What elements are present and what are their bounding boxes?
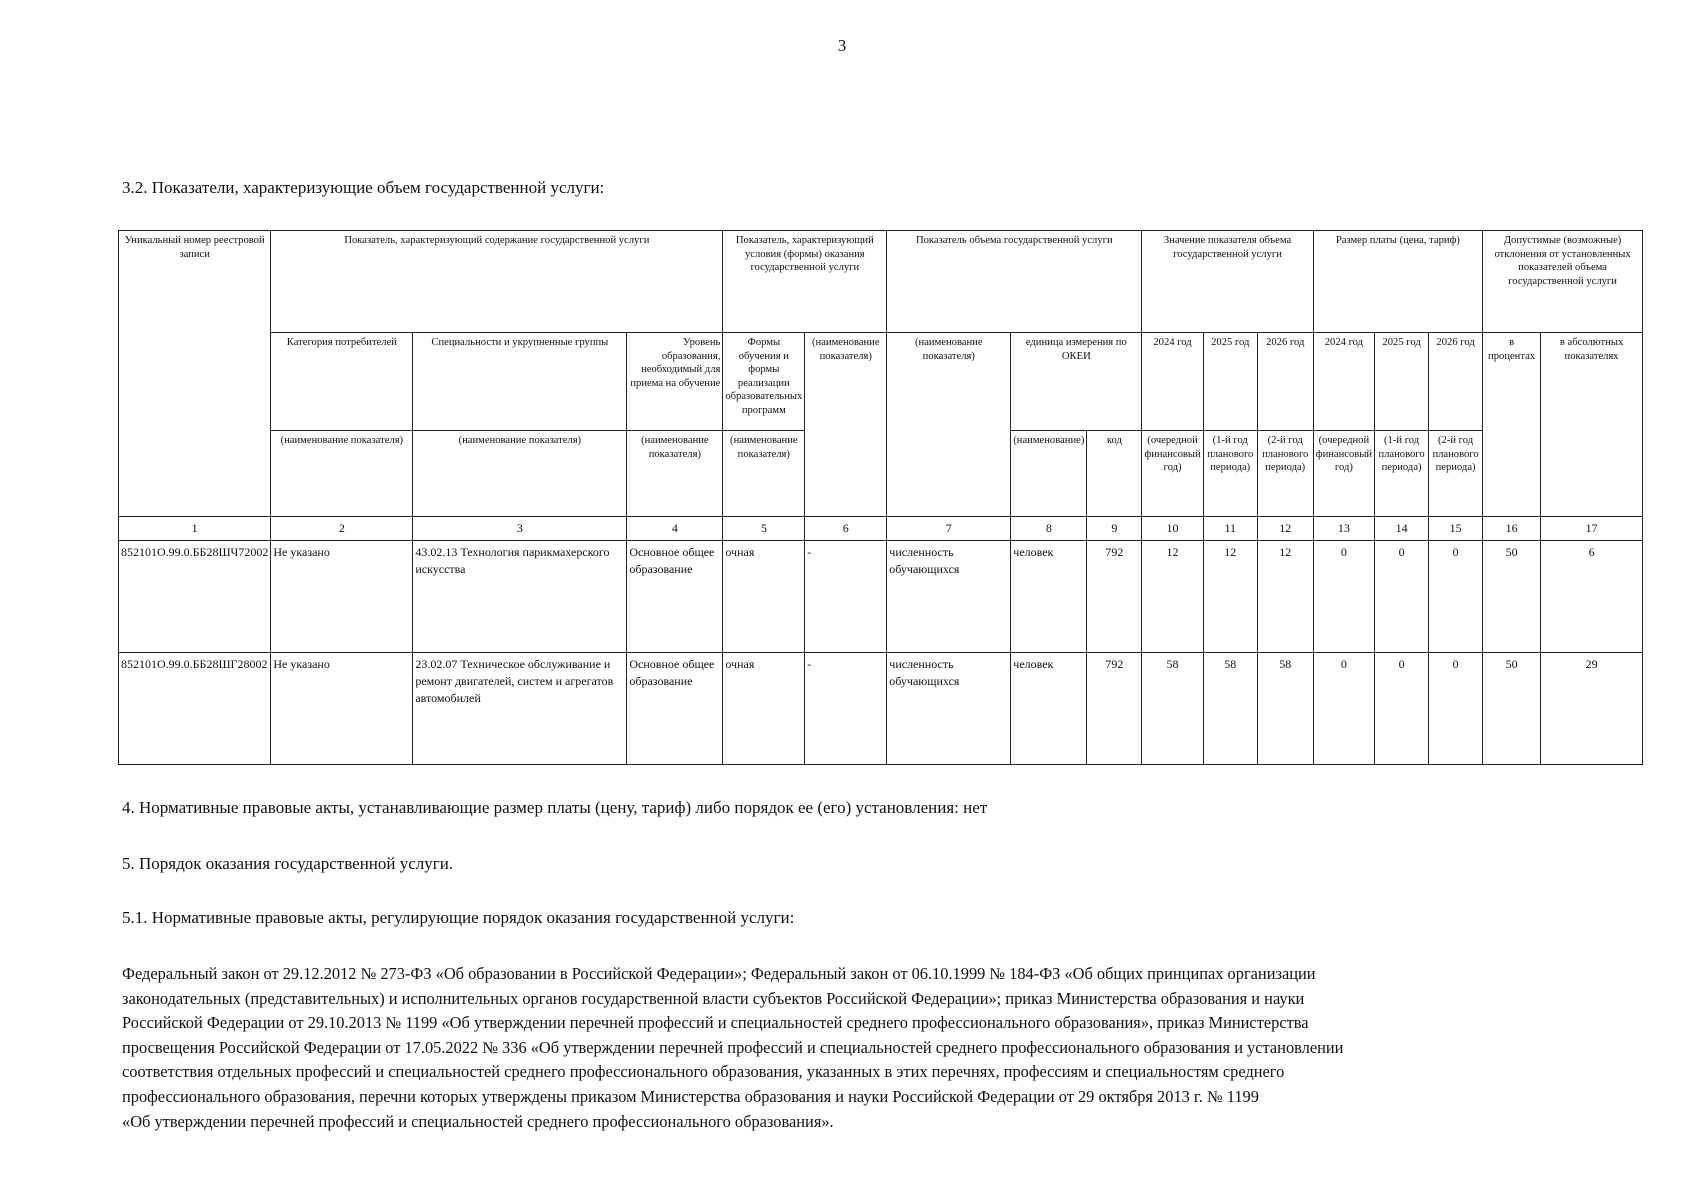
- header-name-3: (наименование показателя): [413, 431, 627, 517]
- body-line: «Об утверждении перечней профессий и специальностей среднего профессионального образования».: [122, 1111, 834, 1131]
- section-4-text: 4. Нормативные правовые акты, устанавливающие размер платы (цену, тариф) либо порядок ее (его) установления: нет: [122, 798, 988, 817]
- header-name-5: (наименование показателя): [723, 431, 805, 517]
- header-education-level: Уровень образования, необходимый для приема на обучение: [627, 333, 723, 431]
- cell-study-form: очная: [723, 653, 805, 765]
- cell-deviation-percent: 50: [1483, 653, 1541, 765]
- header-year-2025-b: 2025 год: [1375, 333, 1429, 431]
- cell-deviation-percent: 50: [1483, 541, 1541, 653]
- cell-specialty: 43.02.13 Технология парикмахерского искусства: [413, 541, 627, 653]
- header-unit-name: (наименование): [1011, 431, 1087, 517]
- cell-unit-name: человек: [1011, 653, 1087, 765]
- cell-value-2025: 58: [1203, 653, 1257, 765]
- header-year-2024-a: 2024 год: [1142, 333, 1203, 431]
- header-unit-code: код: [1087, 431, 1142, 517]
- column-number: 4: [627, 517, 723, 541]
- header-absolute: в абсолютных показателях: [1541, 333, 1643, 517]
- cell-unit-code: 792: [1087, 541, 1142, 653]
- cell-unit-name: человек: [1011, 541, 1087, 653]
- cell-study-form: очная: [723, 541, 805, 653]
- cell-unit-code: 792: [1087, 653, 1142, 765]
- body-line: Федеральный закон от 29.12.2012 № 273-ФЗ «Об образовании в Российской Федерации»; Федеральный закон от 06.10.1999 № 184-ФЗ «Об общих принципах организации: [122, 964, 1316, 983]
- header-year-2026-b: 2026 год: [1429, 333, 1483, 431]
- column-number: 2: [271, 517, 413, 541]
- header-plan2-b: (2-й год планового периода): [1429, 431, 1483, 517]
- cell-fee-2025: 0: [1375, 541, 1429, 653]
- header-indicator-name-7: (наименование показателя): [887, 333, 1011, 517]
- body-line: законодательных (представительных) и исполнительных органов государственной власти субъектов Российской Федерации»; приказ Министерства образования и науки: [122, 988, 1305, 1008]
- cell-education-level: Основное общее образование: [627, 541, 723, 653]
- cell-fee-2026: 0: [1429, 541, 1483, 653]
- body-line: профессионального образования, перечни которых утверждены приказом Министерства образования и науки Российской Федерации от 29 октября 2013 г. № 1199: [122, 1086, 1259, 1106]
- cell-consumer-category: Не указано: [271, 541, 413, 653]
- column-number: 10: [1142, 517, 1203, 541]
- column-number: 11: [1203, 517, 1257, 541]
- cell-education-level: Основное общее образование: [627, 653, 723, 765]
- header-plan1-b: (1-й год планового периода): [1375, 431, 1429, 517]
- column-number: 8: [1011, 517, 1087, 541]
- cell-indicator-name: численность обучающихся: [887, 653, 1011, 765]
- header-registry-number: Уникальный номер реестровой записи: [119, 231, 271, 517]
- header-name-2: (наименование показателя): [271, 431, 413, 517]
- header-year-2026-a: 2026 год: [1257, 333, 1313, 431]
- header-fin-year-b: (очередной финансовый год): [1313, 431, 1374, 517]
- cell-fee-2024: 0: [1313, 653, 1374, 765]
- table-row: [119, 541, 1643, 653]
- body-line: соответствия отдельных профессий и специальностей среднего профессионального образования, указанных в этих перечнях, профессиям и специальностям среднего: [122, 1062, 1285, 1082]
- cell-indicator-6: -: [805, 541, 887, 653]
- cell-registry-number: 852101О.99.0.ББ28ШЧ72002: [119, 541, 271, 653]
- column-number: 14: [1375, 517, 1429, 541]
- column-number: 16: [1483, 517, 1541, 541]
- cell-value-2026: 58: [1257, 653, 1313, 765]
- header-unit-okei: единица измерения по ОКЕИ: [1011, 333, 1142, 431]
- header-percent: в процентах: [1483, 333, 1541, 517]
- page-number: 3: [837, 36, 847, 55]
- header-year-2025-a: 2025 год: [1203, 333, 1257, 431]
- header-study-forms: Формы обучения и формы реализации образовательных программ: [723, 333, 805, 431]
- cell-specialty: 23.02.07 Техническое обслуживание и ремонт двигателей, систем и агрегатов автомобилей: [413, 653, 627, 765]
- cell-registry-number: 852101О.99.0.ББ28ШГ28002: [119, 653, 271, 765]
- column-number: 13: [1313, 517, 1374, 541]
- body-line: просвещения Российской Федерации от 17.05.2022 № 336 «Об утверждении перечней профессий и специальностей среднего профессионального образования и установлении: [122, 1037, 1344, 1057]
- cell-indicator-6: -: [805, 653, 887, 765]
- column-number: 9: [1087, 517, 1142, 541]
- column-number: 1: [119, 517, 271, 541]
- header-content-indicator: Показатель, характеризующий содержание государственной услуги: [271, 231, 723, 333]
- volume-indicators-table: [118, 230, 1643, 765]
- section-5-1-body: [122, 962, 1562, 1134]
- cell-fee-2025: 0: [1375, 653, 1429, 765]
- section-5-1-title: 5.1. Нормативные правовые акты, регулирующие порядок оказания государственной услуги:: [122, 908, 795, 927]
- cell-deviation-absolute: 6: [1541, 541, 1643, 653]
- header-conditions-indicator: Показатель, характеризующий условия (формы) оказания государственной услуги: [723, 231, 887, 333]
- header-name-4: (наименование показателя): [627, 431, 723, 517]
- cell-deviation-absolute: 29: [1541, 653, 1643, 765]
- column-number: 15: [1429, 517, 1483, 541]
- cell-value-2024: 12: [1142, 541, 1203, 653]
- cell-fee-2024: 0: [1313, 541, 1374, 653]
- header-specialties: Специальности и укрупненные группы: [413, 333, 627, 431]
- cell-value-2024: 58: [1142, 653, 1203, 765]
- cell-value-2025: 12: [1203, 541, 1257, 653]
- header-plan2-a: (2-й год планового периода): [1257, 431, 1313, 517]
- header-fin-year-a: (очередной финансовый год): [1142, 431, 1203, 517]
- section-5-title: 5. Порядок оказания государственной услуги.: [122, 854, 454, 873]
- header-fee-size: Размер платы (цена, тариф): [1313, 231, 1482, 333]
- column-number: 5: [723, 517, 805, 541]
- section-3-2-title: 3.2. Показатели, характеризующие объем государственной услуги:: [122, 178, 605, 197]
- body-line: Российской Федерации от 29.10.2013 № 1199 «Об утверждении перечней профессий и специальностей среднего профессионального образования», приказ Министерства: [122, 1013, 1309, 1033]
- header-volume-value: Значение показателя объема государственной услуги: [1142, 231, 1313, 333]
- header-year-2024-b: 2024 год: [1313, 333, 1374, 431]
- table-row: [119, 653, 1643, 765]
- header-volume-indicator: Показатель объема государственной услуги: [887, 231, 1142, 333]
- column-number: 7: [887, 517, 1011, 541]
- header-deviations: Допустимые (возможные) отклонения от установленных показателей объема государственной услуги: [1483, 231, 1643, 333]
- cell-fee-2026: 0: [1429, 653, 1483, 765]
- cell-consumer-category: Не указано: [271, 653, 413, 765]
- cell-value-2026: 12: [1257, 541, 1313, 653]
- column-number: 12: [1257, 517, 1313, 541]
- header-plan1-a: (1-й год планового периода): [1203, 431, 1257, 517]
- header-indicator-name-6: (наименование показателя): [805, 333, 887, 517]
- cell-indicator-name: численность обучающихся: [887, 541, 1011, 653]
- column-number: 6: [805, 517, 887, 541]
- column-number: 3: [413, 517, 627, 541]
- header-consumer-category: Категория потребителей: [271, 333, 413, 431]
- column-number: 17: [1541, 517, 1643, 541]
